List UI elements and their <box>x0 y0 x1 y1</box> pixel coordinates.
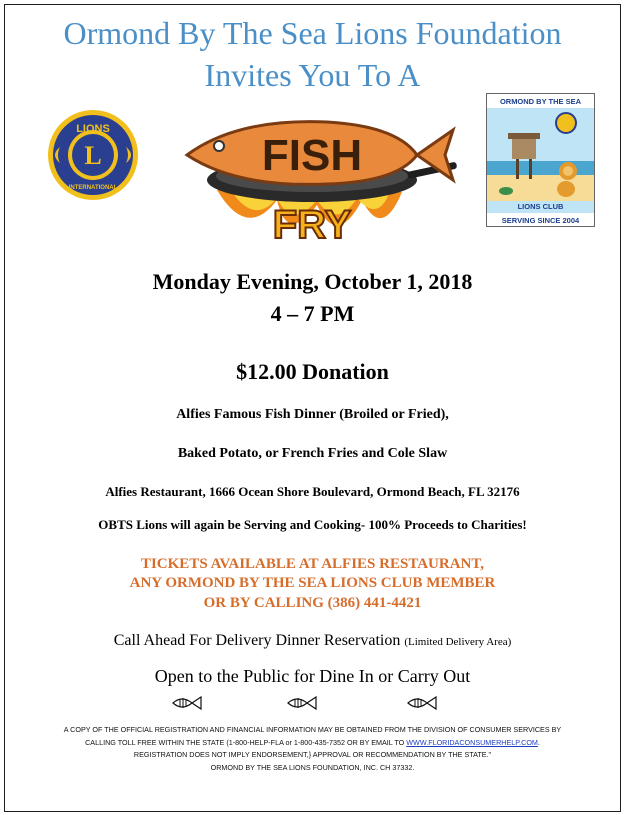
disclaimer-line-4: ORMOND BY THE SEA LIONS FOUNDATION, INC. CH 37332. <box>210 762 415 772</box>
serving-note: OBTS Lions will again be Serving and Cooking- 100% Proceeds to Charities! <box>98 517 527 532</box>
svg-text:LIONS CLUB: LIONS CLUB <box>517 202 564 211</box>
svg-text:FISH: FISH <box>261 131 363 180</box>
club-badge-logo <box>486 93 595 227</box>
consumer-help-link[interactable]: WWW.FLORIDACONSUMERHELP.COM <box>406 737 538 747</box>
event-location: Alfies Restaurant, 1666 Ocean Shore Boulevard, Ormond Beach, FL 32176 <box>105 484 520 499</box>
delivery-line <box>0 630 625 653</box>
menu-line-1: Alfies Famous Fish Dinner (Broiled or Fried), <box>176 407 449 422</box>
svg-text:LIONS: LIONS <box>76 123 110 135</box>
public-line: Open to the Public for Dine In or Carry Out <box>154 666 471 686</box>
svg-text:L: L <box>84 141 102 170</box>
page-subtitle: Invites You To A <box>204 57 421 93</box>
svg-text:ORMOND BY THE SEA: ORMOND BY THE SEA <box>499 97 582 106</box>
fish-icon <box>287 694 317 712</box>
disclaimer-line-2-text: CALLING TOLL FREE WITHIN THE STATE (1-800-HELP-FLA or 1-800-435-7352 OR BY EMAIL TO <box>85 737 405 747</box>
donation-amount: $12.00 Donation <box>236 359 389 384</box>
event-time: 4 – 7 PM <box>270 301 355 326</box>
fish-icon <box>172 694 202 712</box>
delivery-main: Call Ahead For Delivery Dinner Reservation <box>113 632 401 649</box>
disclaimer-line-2-end: . <box>537 737 540 747</box>
delivery-note: (Limited Delivery Area) <box>404 636 512 648</box>
fish-icon <box>407 694 437 712</box>
fish-fry-logo <box>177 100 459 248</box>
event-date: Monday Evening, October 1, 2018 <box>152 269 473 294</box>
menu-line-2: Baked Potato, or French Fries and Cole Slaw <box>177 446 448 461</box>
tickets-line-2: ANY ORMOND BY THE SEA LIONS CLUB MEMBER <box>129 575 496 591</box>
disclaimer-line-3: REGISTRATION DOES NOT IMPLY ENDORSEMENT,} APPROVAL OR RECOMMENDATION BY THE STATE." <box>133 750 492 759</box>
svg-text:INTERNATIONAL: INTERNATIONAL <box>68 185 118 191</box>
tickets-line-1: TICKETS AVAILABLE AT ALFIES RESTAURANT, <box>140 556 485 572</box>
disclaimer-line-1: A COPY OF THE OFFICIAL REGISTRATION AND FINANCIAL INFORMATION MAY BE OBTAINED FROM THE DIVISION OF CONSUMER SERVICES BY <box>63 725 562 734</box>
lions-international-logo <box>40 107 146 203</box>
svg-text:SERVING SINCE 2004: SERVING SINCE 2004 <box>501 216 580 225</box>
svg-text:FRY: FRY <box>272 203 352 247</box>
disclaimer <box>0 724 625 774</box>
disclaimer-line-2 <box>0 737 625 750</box>
tickets-line-3: OR BY CALLING (386) 441-4421 <box>203 595 422 611</box>
page-title: Ormond By The Sea Lions Foundation <box>63 15 562 51</box>
